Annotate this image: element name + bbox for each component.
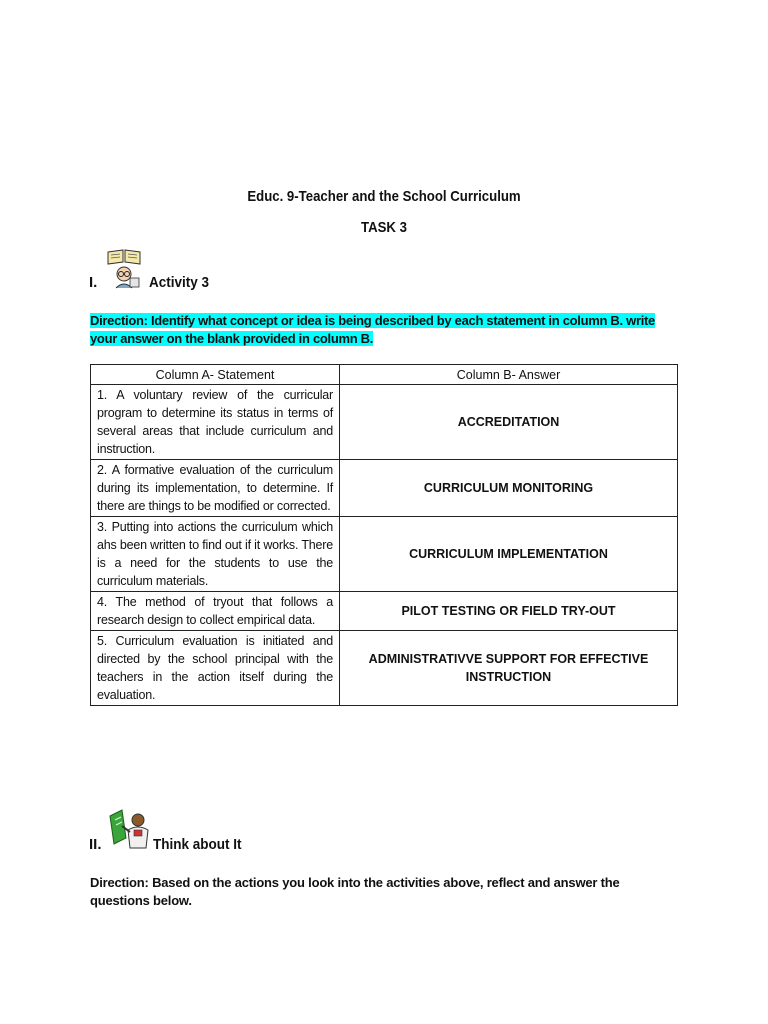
- column-b-header: Column B- Answer: [340, 365, 678, 385]
- section-2-label: Think about It: [153, 836, 242, 853]
- answer-cell: CURRICULUM MONITORING: [340, 460, 678, 517]
- statement-cell: 3. Putting into actions the curriculum which ahs been written to find out if it works. There is a need for the students to use the curriculum materials.: [91, 517, 340, 592]
- answer-cell: PILOT TESTING OR FIELD TRY-OUT: [340, 592, 678, 631]
- section-1-label: Activity 3: [149, 274, 210, 291]
- answer-table: [90, 364, 678, 706]
- column-a-header: Column A- Statement: [91, 365, 340, 385]
- table-row: [91, 631, 678, 706]
- section-2-number: II.: [89, 836, 102, 853]
- statement-cell: 1. A voluntary review of the curricular program to determine its status in terms of several areas that include curriculum and instruction.: [91, 385, 340, 460]
- statement-cell: 5. Curriculum evaluation is initiated and directed by the school principal with the teachers in the action itself during the evaluation.: [91, 631, 340, 706]
- section-1-direction: Direction: Identify what concept or idea is being described by each statement in column B. write your answer on the blank provided in column B.: [90, 313, 655, 346]
- answer-cell: ACCREDITATION: [340, 385, 678, 460]
- section-2-heading: [89, 836, 251, 853]
- answer-cell: CURRICULUM IMPLEMENTATION: [340, 517, 678, 592]
- answer-cell: ADMINISTRATIVVE SUPPORT FOR EFFECTIVE INSTRUCTION: [340, 631, 678, 706]
- section-1-number: I.: [89, 274, 98, 291]
- table-row: [91, 385, 678, 460]
- section-1-heading: [89, 274, 216, 291]
- statement-cell: 2. A formative evaluation of the curriculum during its implementation, to determine. If there are things to be modified or corrected.: [91, 460, 340, 517]
- statement-cell: 4. The method of tryout that follows a research design to collect empirical data.: [91, 592, 340, 631]
- document-title: Educ. 9-Teacher and the School Curriculum: [247, 188, 521, 205]
- table-header-row: [91, 365, 678, 385]
- section-2-direction: Direction: Based on the actions you look into the activities above, reflect and answer the questions below.: [90, 875, 620, 908]
- table-row: [91, 460, 678, 517]
- task-heading: TASK 3: [361, 219, 407, 236]
- table-row: [91, 517, 678, 592]
- table-row: [91, 592, 678, 631]
